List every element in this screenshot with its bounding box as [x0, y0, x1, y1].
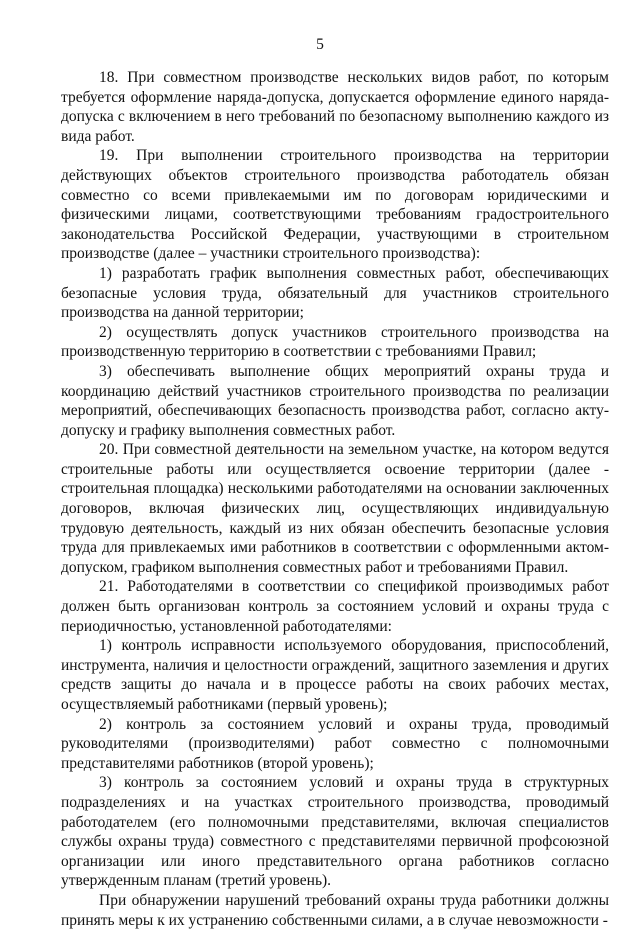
paragraph-19-item-2: 2) осуществлять допуск участников строительного производства на производственную территорию в соответствии с требованиями Правил; [61, 323, 609, 361]
paragraph-violations: При обнаружении нарушений требований охраны труда работники должны принять меры к их устранению собственными силами, а в случае невозможности - [61, 891, 609, 929]
paragraph-18: 18. При совместном производстве нескольких видов работ, по которым требуется оформление наряда-допуска, допускается оформление единого наряда-допуска с включением в него требований по безопасному выполнению каждого из вида работ. [61, 69, 609, 145]
paragraph-19: 19. При выполнении строительного производства на территории действующих объектов строительного производства работодатель обязан совместно со всеми привлекаемыми им по договорам юридическими и физическими лицами, соответствующими требованиям градостроительного законодательства Российской Федерации, участвующими в строительном производстве (далее – участники строительного производства): [61, 147, 609, 263]
paragraph-20: 20. При совместной деятельности на земельном участке, на котором ведутся строительные работы или осуществляется освоение территории (далее - строительная площадка) несколькими работодателями на основании заключенных договоров, включая физических лиц, осуществляющих индивидуальную трудовую деятельность, каждый из них обязан обеспечить безопасные условия труда для привлекаемых ими работников в соответствии с оформленными актом-допуском, графиком выполнения совместных работ и требованиями Правил. [61, 441, 609, 576]
page-number: 5 [316, 36, 324, 53]
document-body [61, 68, 609, 930]
paragraph-21: 21. Работодателями в соответствии со спецификой производимых работ должен быть организован контроль за состоянием условий и охраны труда с периодичностью, установленной работодателями: [61, 578, 609, 635]
paragraph-21-item-2: 2) контроль за состоянием условий и охраны труда, проводимый руководителями (производителями) работ совместно с полномочными представителями работников (второй уровень); [61, 715, 609, 772]
paragraph-21-item-1: 1) контроль исправности используемого оборудования, приспособлений, инструмента, наличия и целостности ограждений, защитного заземления и других средств защиты до начала и в процессе работы на своих рабочих местах, осуществляемый работниками (первый уровень); [61, 637, 609, 713]
paragraph-21-item-3: 3) контроль за состоянием условий и охраны труда в структурных подразделениях и на участках строительного производства, проводимый работодателем (его полномочными представителями, включая специалистов службы охраны труда) совместного с представителями первичной профсоюзной организации или иного представительного органа работников согласно утвержденным планам (третий уровень). [61, 774, 609, 890]
paragraph-19-item-3: 3) обеспечивать выполнение общих мероприятий охраны труда и координацию действий участников строительного производства по реализации мероприятий, обеспечивающих безопасность производства работ, согласно акту-допуску и графику выполнения совместных работ. [61, 362, 609, 439]
paragraph-19-item-1: 1) разработать график выполнения совместных работ, обеспечивающих безопасные условия труда, обязательный для участников строительного производства на данной территории; [61, 264, 609, 322]
